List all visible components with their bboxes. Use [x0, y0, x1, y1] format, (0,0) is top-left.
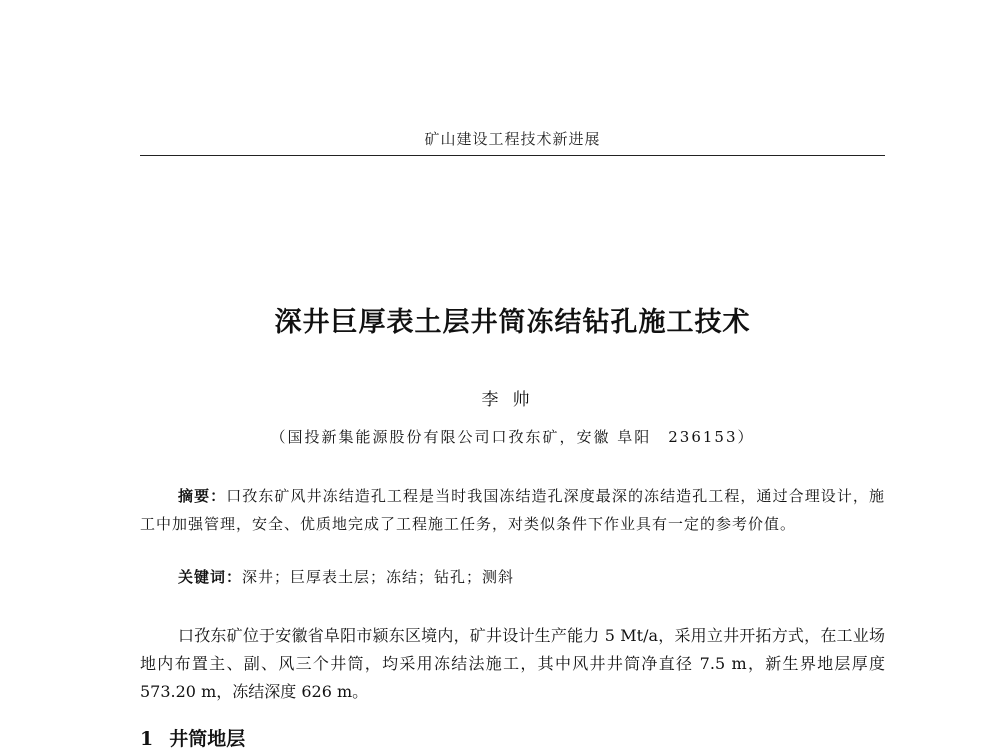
section-heading	[140, 724, 245, 751]
section-title: 井筒地层	[169, 728, 246, 750]
running-header: 矿山建设工程技术新进展	[424, 130, 601, 148]
article-title: 深井巨厚表土层井筒冻结钻孔施工技术	[274, 307, 751, 338]
header-rule	[140, 155, 885, 156]
section-number: 1	[140, 728, 154, 750]
keywords-text: 深井；巨厚表土层；冻结；钻孔；测斜	[242, 568, 515, 586]
abstract-label: 摘要：	[178, 487, 227, 505]
intro-paragraph: 口孜东矿位于安徽省阜阳市颍东区境内，矿井设计生产能力 5 Mt/a，采用立井开拓方式，在工业场地内布置主、副、风三个井筒，均采用冻结法施工，其中风井井筒净直径 7.5 m，新生界地层厚度 573.20 m，冻结深度 626 m。	[140, 626, 885, 701]
author-affiliation: （国投新集能源股份有限公司口孜东矿，安徽 阜阳 236153）	[270, 428, 755, 446]
article-author: 李帅	[481, 390, 544, 410]
keywords	[178, 566, 514, 587]
keywords-label: 关键词：	[178, 568, 243, 586]
abstract	[140, 482, 885, 538]
abstract-text: 口孜东矿风井冻结造孔工程是当时我国冻结造孔深度最深的冻结造孔工程，通过合理设计，施工中加强管理，安全、优质地完成了工程施工任务，对类似条件下作业具有一定的参考价值。	[140, 487, 885, 533]
